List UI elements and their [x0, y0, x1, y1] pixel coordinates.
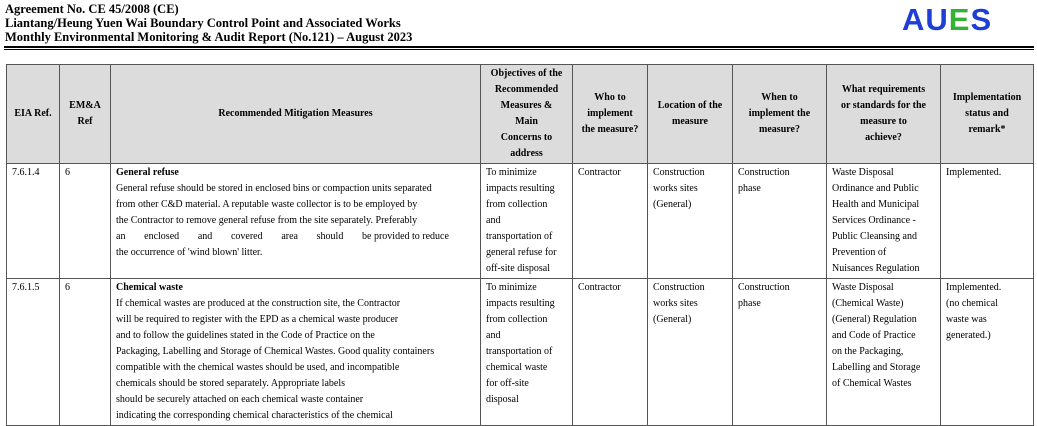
cell-who: Contractor	[573, 164, 648, 279]
col-header-eia-ref: EIA Ref.	[7, 65, 60, 164]
cell-measure	[111, 164, 481, 279]
logo-part-e: E	[948, 2, 971, 37]
cell-status: Implemented.	[941, 164, 1034, 279]
cell-location: Construction works sites (General)	[648, 279, 733, 426]
table-row	[7, 279, 1034, 426]
measure-text-line: the occurrence of 'wind blown' litter.	[116, 247, 263, 258]
table-row	[7, 164, 1034, 279]
report-title-block	[5, 2, 412, 44]
report-header	[0, 0, 1037, 48]
measure-text-line: and to follow the guidelines stated in the Code of Practice on the	[116, 330, 375, 341]
col-header-ema-ref: EM&A Ref	[60, 65, 111, 164]
cell-who: Contractor	[573, 279, 648, 426]
logo-part-au: AU	[902, 2, 949, 37]
cell-when: Construction phase	[733, 279, 827, 426]
cell-requirements: Waste Disposal Ordinance and Public Health and Municipal Services Ordinance - Public Cleansing and Prevention of Nuisances Regulation	[827, 164, 941, 279]
measure-text-line: General refuse should be stored in enclosed bins or compaction units separated	[116, 183, 432, 194]
aues-logo	[902, 2, 992, 38]
report-title: Monthly Environmental Monitoring & Audit Report (No.121) – August 2023	[5, 30, 413, 44]
measure-text-line: from other C&D material. A reputable waste collector is to be employed by	[116, 199, 418, 210]
cell-eia-ref: 7.6.1.4	[7, 164, 60, 279]
cell-requirements: Waste Disposal (Chemical Waste) (General) Regulation and Code of Practice on the Packaging, Labelling and Storage of Chemical Wastes	[827, 279, 941, 426]
col-header-location: Location of the measure	[648, 65, 733, 164]
col-header-status: Implementation status and remark*	[941, 65, 1034, 164]
measure-text-line: chemicals should be stored separately. Appropriate labels	[116, 378, 345, 389]
logo-part-s: S	[970, 2, 993, 37]
measure-text-line: If chemical wastes are produced at the construction site, the Contractor	[116, 298, 401, 309]
cell-when: Construction phase	[733, 164, 827, 279]
cell-objectives: To minimize impacts resulting from collection and transportation of general refuse for off-site disposal	[481, 164, 573, 279]
col-header-measures: Recommended Mitigation Measures	[111, 65, 481, 164]
cell-eia-ref: 7.6.1.5	[7, 279, 60, 426]
measure-text-line: will be required to register with the EPD as a chemical waste producer	[116, 314, 399, 325]
measure-text-line: compatible with the chemical wastes should be used, and incompatible	[116, 362, 400, 373]
col-header-requirements: What requirements or standards for the measure to achieve?	[827, 65, 941, 164]
header-rule-thin	[4, 49, 1034, 50]
header-rule-thick	[4, 46, 1034, 48]
measure-title: General refuse	[116, 167, 179, 178]
col-header-when: When to implement the measure?	[733, 65, 827, 164]
table-header-row	[7, 65, 1034, 164]
agreement-number: Agreement No. CE 45/2008 (CE)	[5, 2, 179, 16]
project-title: Liantang/Heung Yuen Wai Boundary Control Point and Associated Works	[5, 16, 401, 30]
cell-measure	[111, 279, 481, 426]
measure-text-line: Packaging, Labelling and Storage of Chemical Wastes. Good quality containers	[116, 346, 435, 357]
cell-location: Construction works sites (General)	[648, 164, 733, 279]
cell-status: Implemented. (no chemical waste was generated.)	[941, 279, 1034, 426]
measure-title: Chemical waste	[116, 282, 183, 293]
cell-objectives: To minimize impacts resulting from collection and transportation of chemical waste for off-site disposal	[481, 279, 573, 426]
cell-ema-ref: 6	[60, 279, 111, 426]
mitigation-measures-table	[6, 64, 1034, 426]
col-header-objectives: Objectives of the Recommended Measures & Main Concerns to address	[481, 65, 573, 164]
measure-text-line: indicating the corresponding chemical characteristics of the chemical	[116, 410, 393, 421]
measure-text-line: should be securely attached on each chemical waste container	[116, 394, 364, 405]
cell-ema-ref: 6	[60, 164, 111, 279]
measure-text-line: the Contractor to remove general refuse from the site separately. Preferably	[116, 215, 418, 226]
measure-text-line-justified: an enclosed and covered area should be provided to reduce	[116, 231, 449, 242]
col-header-who: Who to implement the measure?	[573, 65, 648, 164]
